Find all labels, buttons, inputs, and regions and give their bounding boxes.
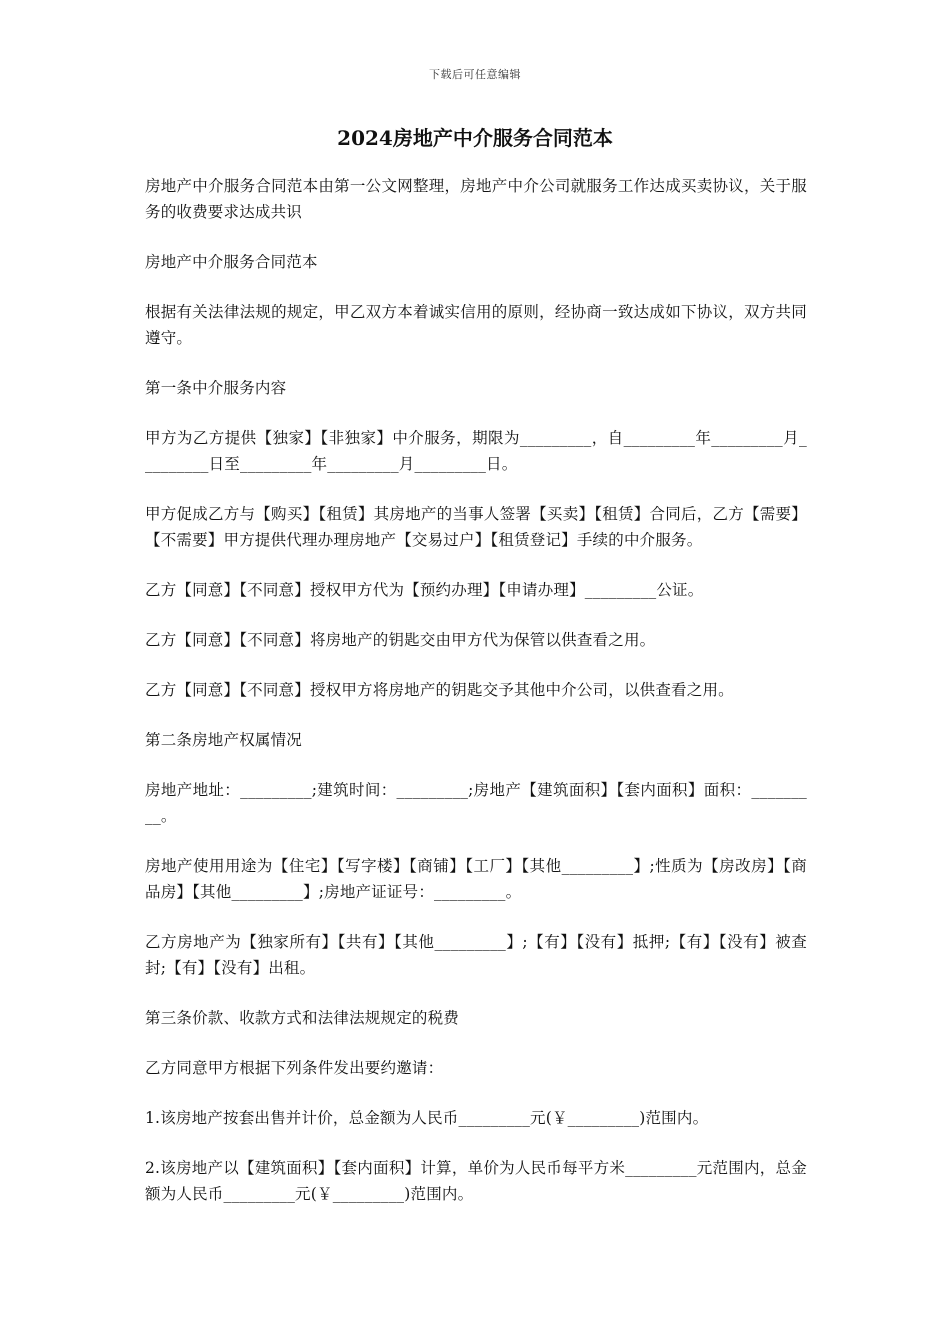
section-heading-3: 第三条价款、收款方式和法律法规规定的税费: [145, 1009, 460, 1027]
clause-paragraph: 乙方同意甲方根据下列条件发出要约邀请：: [145, 1059, 444, 1077]
section-heading-1: 第一条中介服务内容: [145, 379, 287, 397]
numbered-clause: 1.该房地产按套出售并计价，总金额为人民币_________元(￥_________)范围内。: [145, 1109, 709, 1127]
clause-paragraph: 乙方【同意】【不同意】授权甲方代为【预约办理】【申请办理】_________公证。: [145, 581, 704, 599]
numbered-clause: 2.该房地产以【建筑面积】【套内面积】计算，单价为人民币每平方米_________元范围内，总金额为人民币_________元(￥_________)范围内。: [145, 1159, 807, 1203]
clause-paragraph: 乙方【同意】【不同意】将房地产的钥匙交由甲方代为保管以供查看之用。: [145, 631, 656, 649]
preamble-paragraph: 根据有关法律法规的规定，甲乙双方本着诚实信用的原则，经协商一致达成如下协议，双方共同遵守。: [145, 303, 807, 347]
clause-paragraph: 房地产地址：_________;建筑时间：_________;房地产【建筑面积】【套内面积】面积：_________。: [145, 781, 807, 825]
clause-paragraph: 甲方促成乙方与【购买】【租赁】其房地产的当事人签署【买卖】【租赁】合同后，乙方【需要】【不需要】甲方提供代理办理房地产【交易过户】【租赁登记】手续的中介服务。: [145, 505, 807, 549]
header-note: 下载后可任意编辑: [429, 68, 521, 81]
intro-paragraph: 房地产中介服务合同范本由第一公文网整理，房地产中介公司就服务工作达成买卖协议，关于服务的收费要求达成共识: [145, 177, 807, 221]
document-body: [145, 173, 807, 1231]
section-heading-2: 第二条房地产权属情况: [145, 731, 303, 749]
clause-paragraph: 甲方为乙方提供【独家】【非独家】中介服务，期限为_________，自_________年_________月_________日至_________年_________月_________日。: [145, 429, 807, 473]
document-title: 2024房地产中介服务合同范本: [337, 126, 613, 150]
subtitle-paragraph: 房地产中介服务合同范本: [145, 253, 318, 271]
clause-paragraph: 乙方【同意】【不同意】授权甲方将房地产的钥匙交予其他中介公司，以供查看之用。: [145, 681, 734, 699]
clause-paragraph: 房地产使用用途为【住宅】【写字楼】【商铺】【工厂】【其他_________】;性质为【房改房】【商品房】【其他_________】;房地产证证号：_________。: [145, 857, 807, 901]
clause-paragraph: 乙方房地产为【独家所有】【共有】【其他_________】;【有】【没有】抵押;【有】【没有】被查封;【有】【没有】出租。: [145, 933, 807, 977]
